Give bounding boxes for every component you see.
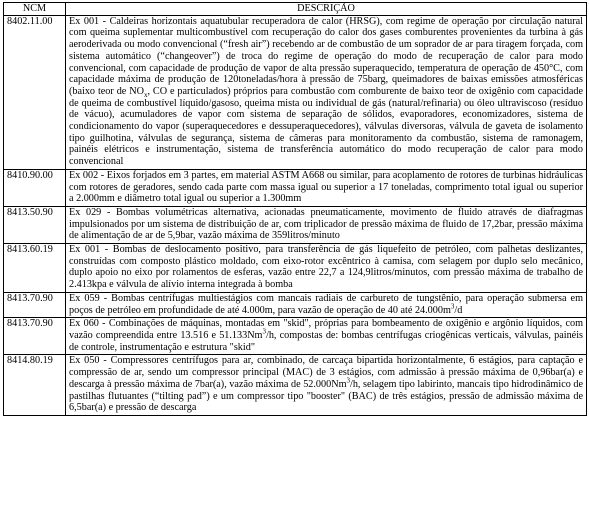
table-row [4,206,587,243]
description-text: Ex 001 - Caldeiras horizontais aquatubular recuperadora de calor (HRSG), com regime de operação por circulação natural com queima suplementar multicombustível com recuperação do calor dos gases comburentes provenientes da turbina à gás aeroderivada ou modo convencional (“fresh air”) recebendo ar de combustão de um soprador de ar para tiragem forçada, com sistema automático (“changeover”) de troca do regime de operação do modo de recuperação de calor para modo convencional, com capacidade de produção de vapor de alta pressão superaquecido, temperatura de operação de 450°C, com capacidade máxima de produção de 120toneladas/hora à pressão de 75barg, queimadores de baixas emissões atmosféricas (baixo teor de NO [69,15,583,97]
ncm-code: 8413.70.90 [4,292,66,317]
ncm-code: 8413.50.90 [4,206,66,243]
description-text: Ex 001 - Bombas de deslocamento positivo, para transferência de gás liquefeito de petróleo, com palhetas deslizantes, construídas com composto plástico moldado, com eixo-rotor excêntrico à camisa, com selagem por duplo selo mecânico, duplo apoio no eixo por rolamentos de esferas, vazão entre 22,7 a 124,9litros/minutos, com pressão máxima de trabalho de 2.413kpa e válvula de alívio interna integrada à bomba [69,244,583,291]
table-row [4,318,587,355]
description-text: /h, selagem tipo labirinto, mancais tipo hidrodinâmico de pastilhas flutuantes (“tilting pad”) e um compressor tipo "booster" (BAC) de três estágios, pressão de admissão máxima de 6,5bar(a) e pressão de descarga [69,378,583,414]
ncm-description [66,15,587,169]
description-text: /d [454,304,463,316]
ncm-code: 8410.90.00 [4,169,66,206]
ncm-description [66,206,587,243]
ncm-code: 8413.70.90 [4,318,66,355]
description-text: Ex 002 - Eixos forjados em 3 partes, em material ASTM A668 ou similar, para acoplamento de rotores de turbinas hidráulicas com rotores de geradores, sendo cada parte com massa igual ou superior a 17 toneladas, comprimento total igual ou superior a 2.000mm e diâmetro total igual ou superior a 1.300mm [69,169,583,205]
superscript-text: 3 [450,302,455,311]
header-ncm: NCM [4,3,66,16]
ncm-table-container [3,2,586,416]
ncm-description-table [3,2,587,416]
ncm-code: 8414.80.19 [4,355,66,416]
table-row [4,355,587,416]
table-row [4,15,587,169]
description-text: Ex 059 - Bombas centrífugas multiestágios com mancais radiais de carbureto de tungstênio, para operação submersa em poços de petróleo em profundidade de até 4.000m, para vazão de operação de 40 até 24.000m [69,292,583,316]
ncm-code: 8413.60.19 [4,244,66,293]
description-text: /h, compostas de: bombas centrífugas criogênicas verticais, válvulas, painéis de controle, instrumentação e estrutura "skid" [69,329,584,353]
ncm-description [66,355,587,416]
table-header-row [4,3,587,16]
description-text: Ex 050 - Compressores centrífugos para ar, combinado, de carcaça bipartida horizontalmente, 6 estágios, para captação e compressão de ar, sendo um compressor principal (MAC) de 3 estágios, com admissão à pressão máxima de 0,96bar(a) e descarga à pressão máxima de 7bar(a), vazão máxima de 52.000Nm [69,355,583,390]
ncm-description [66,169,587,206]
superscript-text: 3 [262,327,266,336]
header-descricao: DESCRIÇÃO [66,3,587,16]
description-text: Ex 029 - Bombas volumétricas alternativa, acionadas pneumaticamente, movimento de fluido através de diafragmas impulsionados por um sistema de distribuição de ar, com triplicador de pressão máxima de fluido de 17,2bar, pressão máxima de alimentação de ar de 5,9bar, vazão máxima de 359litros/minuto [69,206,583,242]
table-body [4,15,587,415]
description-text: , CO e particulados) próprios para combustão com comburente de baixo teor de oxigênio com capacidade de queima de combustível líquido/gasoso, queima mista ou individual de gás (natural/refinaria) ou óleo ultraviscoso (resíduo de vácuo), acumuladores de vapor com sistema de separação de sólidos, evaporadores, economizadores, sistema de condicionamento do vapor (superaquecedores e dessuperaquecedores), válvulas diversoras, válvula de gaveta de isolamento tipo guilhotina, válvulas de segurança, sistema de câmeras para monitoramento da combustão, sistema de ramonagem, painéis elétricos e instrumentação, sistema de transferência automático do modo recuperação de calor para modo convencional [69,85,583,168]
table-row [4,244,587,293]
superscript-text: 3 [346,376,350,385]
ncm-description [66,244,587,293]
table-row [4,292,587,317]
ncm-code: 8402.11.00 [4,15,66,169]
subscript-text: x [143,90,148,99]
description-text: Ex 060 - Combinações de máquinas, montadas em "skid", próprias para bombeamento de oxigênio e argônio líquidos, com vazão compreendida entre 13.516 e 51.133Nm [69,318,583,341]
ncm-description [66,292,587,317]
ncm-description [66,318,587,355]
table-row [4,169,587,206]
